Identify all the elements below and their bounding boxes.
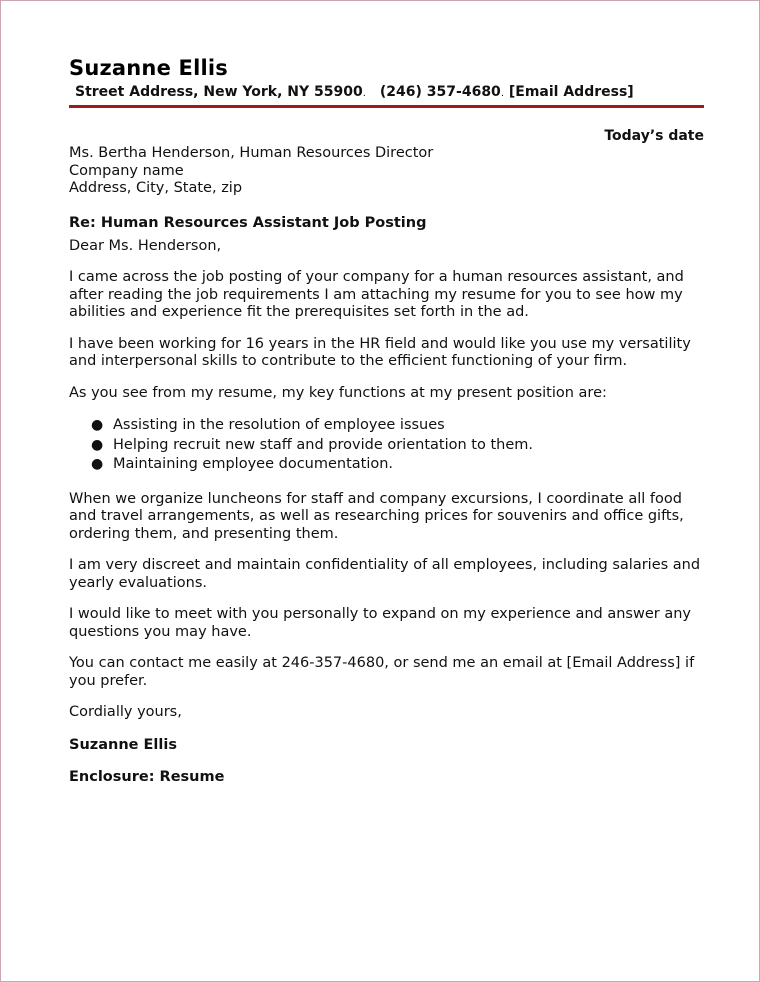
closing: Cordially yours, bbox=[69, 704, 182, 720]
subject-line: Re: Human Resources Assistant Job Posting bbox=[69, 214, 427, 231]
body-paragraph: When we organize luncheons for staff and company excursions, I coordinate all food and travel arrangements, as well as researching prices for souvenirs and office gifts, ordering them, and presenting them. bbox=[69, 490, 684, 542]
letter-date: Today’s date bbox=[604, 128, 704, 144]
recipient-block bbox=[69, 145, 709, 198]
separator-dot: . bbox=[500, 88, 504, 99]
recipient-address: Address, City, State, zip bbox=[69, 180, 243, 196]
bullet-icon: ● bbox=[91, 436, 104, 453]
list-item: ● Helping recruit new staff and provide orientation to them. bbox=[91, 436, 709, 456]
bullet-icon: ● bbox=[91, 456, 104, 472]
body-paragraph: You can contact me easily at 246-357-4680, or send me an email at [Email Address] if you prefer. bbox=[69, 655, 695, 689]
list-item: ● Assisting in the resolution of employee issues bbox=[91, 416, 709, 436]
body-paragraph: I came across the job posting of your company for a human resources assistant, and after reading the job requirements I am attaching my resume for you to see how my abilities and experience fit the prerequisites set forth in the ad. bbox=[69, 269, 684, 320]
recipient-company: Company name bbox=[69, 162, 184, 179]
letter-content bbox=[69, 53, 709, 786]
body-paragraph: I am very discreet and maintain confidentiality of all employees, including salaries and yearly evaluations. bbox=[69, 557, 701, 591]
separator-dot: . bbox=[362, 88, 366, 99]
body-paragraph: I have been working for 16 years in the HR field and would like you use my versatility and interpersonal skills to contribute to the efficient functioning of your firm. bbox=[69, 335, 691, 369]
sender-name: Suzanne Ellis bbox=[69, 56, 228, 80]
body-paragraph: I would like to meet with you personally to expand on my experience and answer any questions you may have. bbox=[69, 606, 691, 640]
duties-list bbox=[69, 416, 709, 475]
signature: Suzanne Ellis bbox=[69, 736, 177, 753]
street-address: Street Address, New York, NY 55900 bbox=[75, 84, 363, 100]
contact-line bbox=[69, 83, 704, 108]
enclosure-note: Enclosure: Resume bbox=[69, 768, 225, 785]
body-paragraph: As you see from my resume, my key functions at my present position are: bbox=[69, 384, 607, 401]
recipient-name-title: Ms. Bertha Henderson, Human Resources Director bbox=[69, 145, 434, 161]
list-item: ● Maintaining employee documentation. bbox=[91, 455, 709, 475]
salutation: Dear Ms. Henderson, bbox=[69, 237, 222, 254]
phone-number: (246) 357-4680 bbox=[379, 84, 501, 100]
email-address: [Email Address] bbox=[508, 84, 634, 100]
bullet-icon: ● bbox=[91, 417, 104, 433]
